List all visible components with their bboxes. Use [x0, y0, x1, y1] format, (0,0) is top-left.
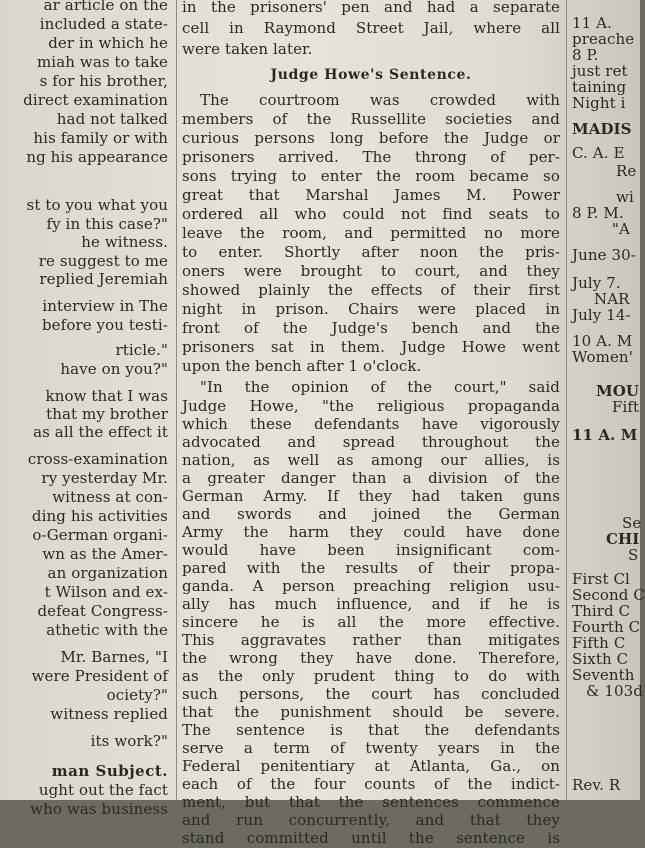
text-line: curious persons long before the Judge or [182, 129, 560, 147]
text-line: ment, but that the sentences commence [182, 793, 560, 811]
text-line: each of the four counts of the indict- [182, 775, 560, 793]
section-heading: MOU [596, 382, 640, 400]
text-line: fy in this case?" [46, 215, 168, 233]
text-line: 8 P. [572, 46, 599, 64]
text-line: upon the bench after 1 o'clock. [182, 357, 422, 375]
text-line: ry yesterday Mr. [41, 469, 168, 487]
article-column [182, 0, 560, 847]
text-line: cell in Raymond Street Jail, where all [182, 19, 560, 37]
text-line: have on you?" [60, 360, 168, 378]
section-heading: man Subject. [51, 762, 168, 780]
text-line: its work?" [90, 732, 168, 750]
text-line: der in which he [48, 34, 168, 52]
text-line: which these defendants have vigorously [182, 415, 560, 433]
text-line: the wrong they have done. Therefore, [182, 649, 560, 667]
text-line: taining [572, 78, 627, 96]
text-line: prisoners sat in them. Judge Howe went [182, 338, 560, 356]
text-line: Judge Howe, "the religious propaganda [182, 397, 560, 415]
text-line: Sixth C [572, 650, 629, 668]
text-line: direct examination [23, 91, 168, 109]
text-line: he witness. [81, 233, 168, 251]
text-line: ociety?" [106, 686, 168, 704]
text-line: athetic with the [46, 621, 168, 639]
text-line: to enter. Shortly after noon the pris- [182, 243, 560, 261]
text-line: 8 P. M. [572, 204, 624, 222]
text-line: C. A. E [572, 144, 625, 162]
text-line: rticle." [115, 341, 168, 359]
text-line: Second C [572, 586, 645, 604]
text-line: preache [572, 30, 635, 48]
text-line: nation, as well as among our allies, is [182, 451, 560, 469]
text-line: Army the harm they could have done [182, 523, 560, 541]
text-line: prisoners arrived. The throng of per- [182, 148, 560, 166]
text-line: Se [622, 514, 642, 532]
text-line: leave the room, and permitted no more [182, 224, 560, 242]
text-line: and run concurrently, and that they [182, 811, 560, 829]
text-line: t Wilson and ex- [44, 583, 168, 601]
text-line: re suggest to me [38, 252, 168, 270]
text-line: 10 A. M [572, 332, 633, 350]
text-line: pared with the results of their propa- [182, 559, 560, 577]
text-line: Fifth C [572, 634, 626, 652]
text-line: a greater danger than a division of the [182, 469, 560, 487]
text-line: an organization [47, 564, 168, 582]
section-heading: CHI [606, 530, 640, 548]
right-column [572, 0, 645, 800]
text-line: 11 A. M [572, 426, 638, 444]
text-line: night in prison. Chairs were placed in [182, 300, 560, 318]
text-line: that my brother [46, 405, 168, 423]
left-column [0, 0, 168, 818]
text-line: cross-examination [27, 450, 168, 468]
text-line: sincere he is all the more effective. [182, 613, 560, 631]
text-line: advocated and spread throughout the [182, 433, 560, 451]
text-line: July 14- [572, 306, 631, 324]
text-line: defeat Congress- [37, 602, 168, 620]
text-line: would have been insignificant com- [182, 541, 560, 559]
text-line: June 30- [572, 246, 636, 264]
text-line: stand committed until the sentence is [182, 829, 560, 847]
text-line: were taken later. [182, 40, 313, 58]
text-line: o-German organi- [32, 526, 168, 544]
text-line: ordered all who could not find seats to [182, 205, 560, 223]
text-line: Third C [572, 602, 631, 620]
text-line: Seventh [572, 666, 635, 684]
text-line: who was business [30, 800, 168, 818]
text-line: "In the opinion of the court," said [200, 378, 560, 396]
text-line: This aggravates rather than mitigates [182, 631, 560, 649]
text-line: First Cl [572, 570, 630, 588]
text-line: The sentence is that the defendants [182, 721, 560, 739]
text-line: "A [612, 220, 630, 238]
text-line: included a state- [39, 15, 168, 33]
section-heading: MADIS [572, 120, 632, 138]
text-line: S [628, 546, 639, 564]
text-line: before you testi- [41, 316, 168, 334]
text-line: Fift [612, 398, 640, 416]
text-line: & 103d [586, 682, 643, 700]
section-heading: Judge Howe's Sentence. [270, 67, 472, 83]
text-line: ally has much influence, and if he is [182, 595, 560, 613]
text-line: were President of [31, 667, 168, 685]
text-line: wi [616, 188, 634, 206]
text-line: that the punishment should be severe. [182, 703, 560, 721]
text-line: members of the Russellite societies and [182, 110, 560, 128]
text-line: Women' [572, 348, 633, 366]
text-line: witness at con- [52, 488, 168, 506]
text-line: front of the Judge's bench and the [182, 319, 560, 337]
text-line: just ret [572, 62, 628, 80]
column-rule [566, 0, 567, 800]
text-line: serve a term of twenty years in the [182, 739, 560, 757]
text-line: had not talked [56, 110, 168, 128]
text-line: ganda. A person preaching religion usu- [182, 577, 560, 595]
text-line: German Army. If they had taken guns [182, 487, 560, 505]
text-line: Federal penitentiary at Atlanta, Ga., on [182, 757, 560, 775]
text-line: interview in The [42, 297, 168, 315]
text-line: s for his brother, [39, 72, 168, 90]
text-line: 11 A. [572, 14, 612, 32]
text-line: oners were brought to court, and they [182, 262, 560, 280]
text-line: Mr. Barnes, "I [60, 648, 168, 666]
text-line: Rev. R [572, 776, 621, 794]
text-line: great that Marshal James M. Power [182, 186, 560, 204]
text-line: witness replied [50, 705, 168, 723]
text-line: in the prisoners' pen and had a separate [182, 0, 560, 16]
text-line: Fourth C [572, 618, 641, 636]
text-line: as all the effect it [33, 423, 168, 441]
text-line: sons trying to enter the room became so [182, 167, 560, 185]
text-line: Re [616, 162, 637, 180]
text-line: as the only prudent thing to do with [182, 667, 560, 685]
text-line: his family or with [33, 129, 168, 147]
text-line: ar article on the [43, 0, 168, 14]
text-line: ding his activities [31, 507, 168, 525]
text-line: The courtroom was crowded with [200, 91, 560, 109]
text-line: know that I was [45, 387, 168, 405]
text-line: replied Jeremiah [39, 270, 168, 288]
text-line: NAR [594, 290, 630, 308]
text-line: Night i [572, 94, 626, 112]
text-line: such persons, the court has concluded [182, 685, 560, 703]
text-line: ng his appearance [26, 148, 168, 166]
text-line: miah was to take [36, 53, 168, 71]
text-line: ught out the fact [38, 781, 168, 799]
text-line: and swords and joined the German [182, 505, 560, 523]
text-line: July 7. [572, 274, 621, 292]
text-line: showed plainly the effects of their first [182, 281, 560, 299]
text-line: st to you what you [26, 196, 168, 214]
column-rule [176, 0, 177, 800]
text-line: wn as the Amer- [42, 545, 168, 563]
